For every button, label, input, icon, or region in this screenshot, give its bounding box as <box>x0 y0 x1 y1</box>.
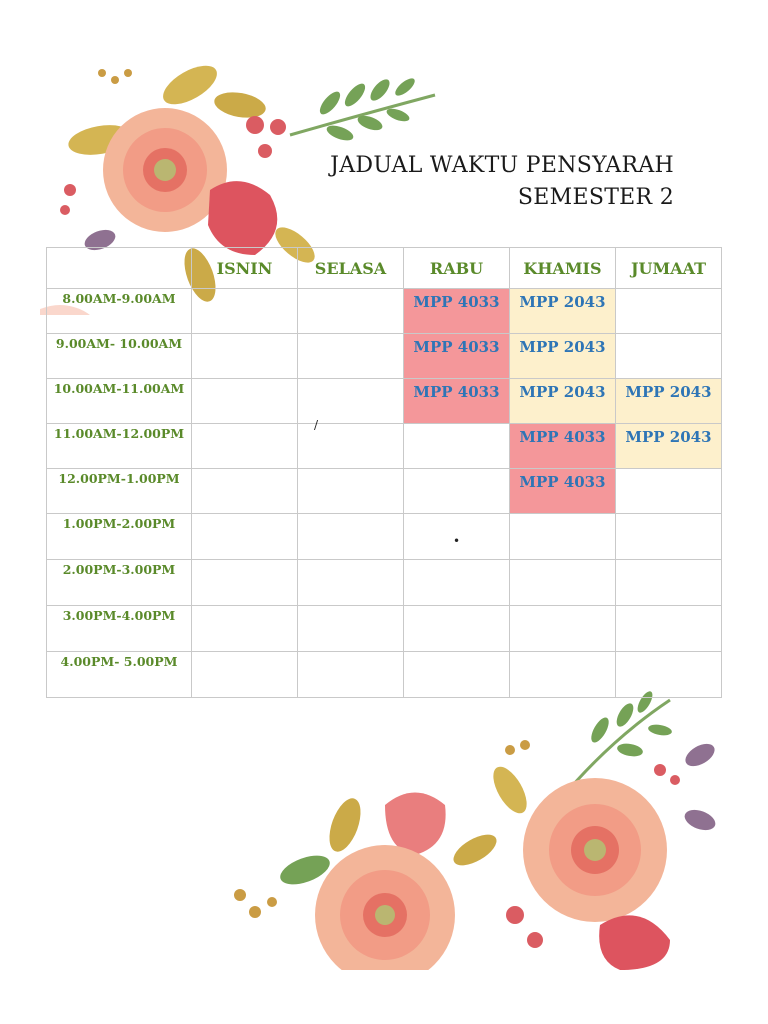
slot-cell <box>510 560 616 606</box>
slot-cell <box>192 289 298 334</box>
time-cell: 11.00AM-12.00PM <box>47 424 192 469</box>
slot-cell: MPP 4033 <box>404 334 510 379</box>
slot-cell <box>298 379 404 424</box>
slot-cell <box>404 424 510 469</box>
slot-cell: MPP 4033 <box>510 469 616 514</box>
slot-cell <box>298 652 404 698</box>
slot-cell <box>616 560 722 606</box>
slot-cell <box>616 606 722 652</box>
table-row <box>47 606 722 652</box>
slot-cell <box>192 379 298 424</box>
slot-cell <box>192 469 298 514</box>
slot-cell <box>616 289 722 334</box>
slot-cell <box>616 469 722 514</box>
table-row <box>47 469 722 514</box>
time-cell: 4.00PM- 5.00PM <box>47 652 192 698</box>
table-row <box>47 652 722 698</box>
floral-decoration-bottom-icon <box>220 680 730 970</box>
slot-cell <box>192 424 298 469</box>
slot-cell <box>616 514 722 560</box>
time-cell: 1.00PM-2.00PM <box>47 514 192 560</box>
table-header-row <box>47 248 722 289</box>
slot-cell <box>298 606 404 652</box>
title-line-2: SEMESTER 2 <box>517 185 674 210</box>
header-jumaat: JUMAAT <box>616 248 722 289</box>
header-selasa: SELASA <box>298 248 404 289</box>
slot-cell <box>192 514 298 560</box>
slot-cell <box>404 606 510 652</box>
table-row <box>47 289 722 334</box>
time-cell: 12.00PM-1.00PM <box>47 469 192 514</box>
table-row <box>47 334 722 379</box>
table-row <box>47 379 722 424</box>
header-rabu: RABU <box>404 248 510 289</box>
slot-cell: MPP 2043 <box>616 379 722 424</box>
slot-cell <box>510 606 616 652</box>
timetable <box>46 247 722 698</box>
slot-cell <box>298 289 404 334</box>
slot-cell: MPP 2043 <box>510 379 616 424</box>
time-cell: 2.00PM-3.00PM <box>47 560 192 606</box>
slot-cell <box>192 606 298 652</box>
slot-cell: MPP 2043 <box>510 334 616 379</box>
slot-cell <box>510 652 616 698</box>
slot-cell <box>298 514 404 560</box>
time-cell: 9.00AM- 10.00AM <box>47 334 192 379</box>
slot-cell: MPP 2043 <box>616 424 722 469</box>
header-isnin: ISNIN <box>192 248 298 289</box>
slot-cell: MPP 2043 <box>510 289 616 334</box>
title-line-1: JADUAL WAKTU PENSYARAH <box>330 153 674 178</box>
slot-cell <box>510 514 616 560</box>
slot-cell <box>616 652 722 698</box>
slot-cell <box>404 560 510 606</box>
slot-cell <box>192 652 298 698</box>
stray-dot: • <box>453 534 461 548</box>
slot-cell <box>404 652 510 698</box>
header-khamis: KHAMIS <box>510 248 616 289</box>
time-cell: 8.00AM-9.00AM <box>47 289 192 334</box>
slot-cell <box>616 334 722 379</box>
slot-cell <box>298 334 404 379</box>
slot-cell <box>192 560 298 606</box>
slot-cell: MPP 4033 <box>404 289 510 334</box>
table-row <box>47 424 722 469</box>
page-title <box>330 150 674 214</box>
slot-cell <box>192 334 298 379</box>
slot-cell: MPP 4033 <box>404 379 510 424</box>
stray-mark: / <box>314 418 319 432</box>
header-corner <box>47 248 192 289</box>
slot-cell <box>404 469 510 514</box>
time-cell: 10.00AM-11.00AM <box>47 379 192 424</box>
time-cell: 3.00PM-4.00PM <box>47 606 192 652</box>
table-row <box>47 514 722 560</box>
slot-cell <box>298 560 404 606</box>
slot-cell <box>298 469 404 514</box>
slot-cell: MPP 4033 <box>510 424 616 469</box>
table-row <box>47 560 722 606</box>
